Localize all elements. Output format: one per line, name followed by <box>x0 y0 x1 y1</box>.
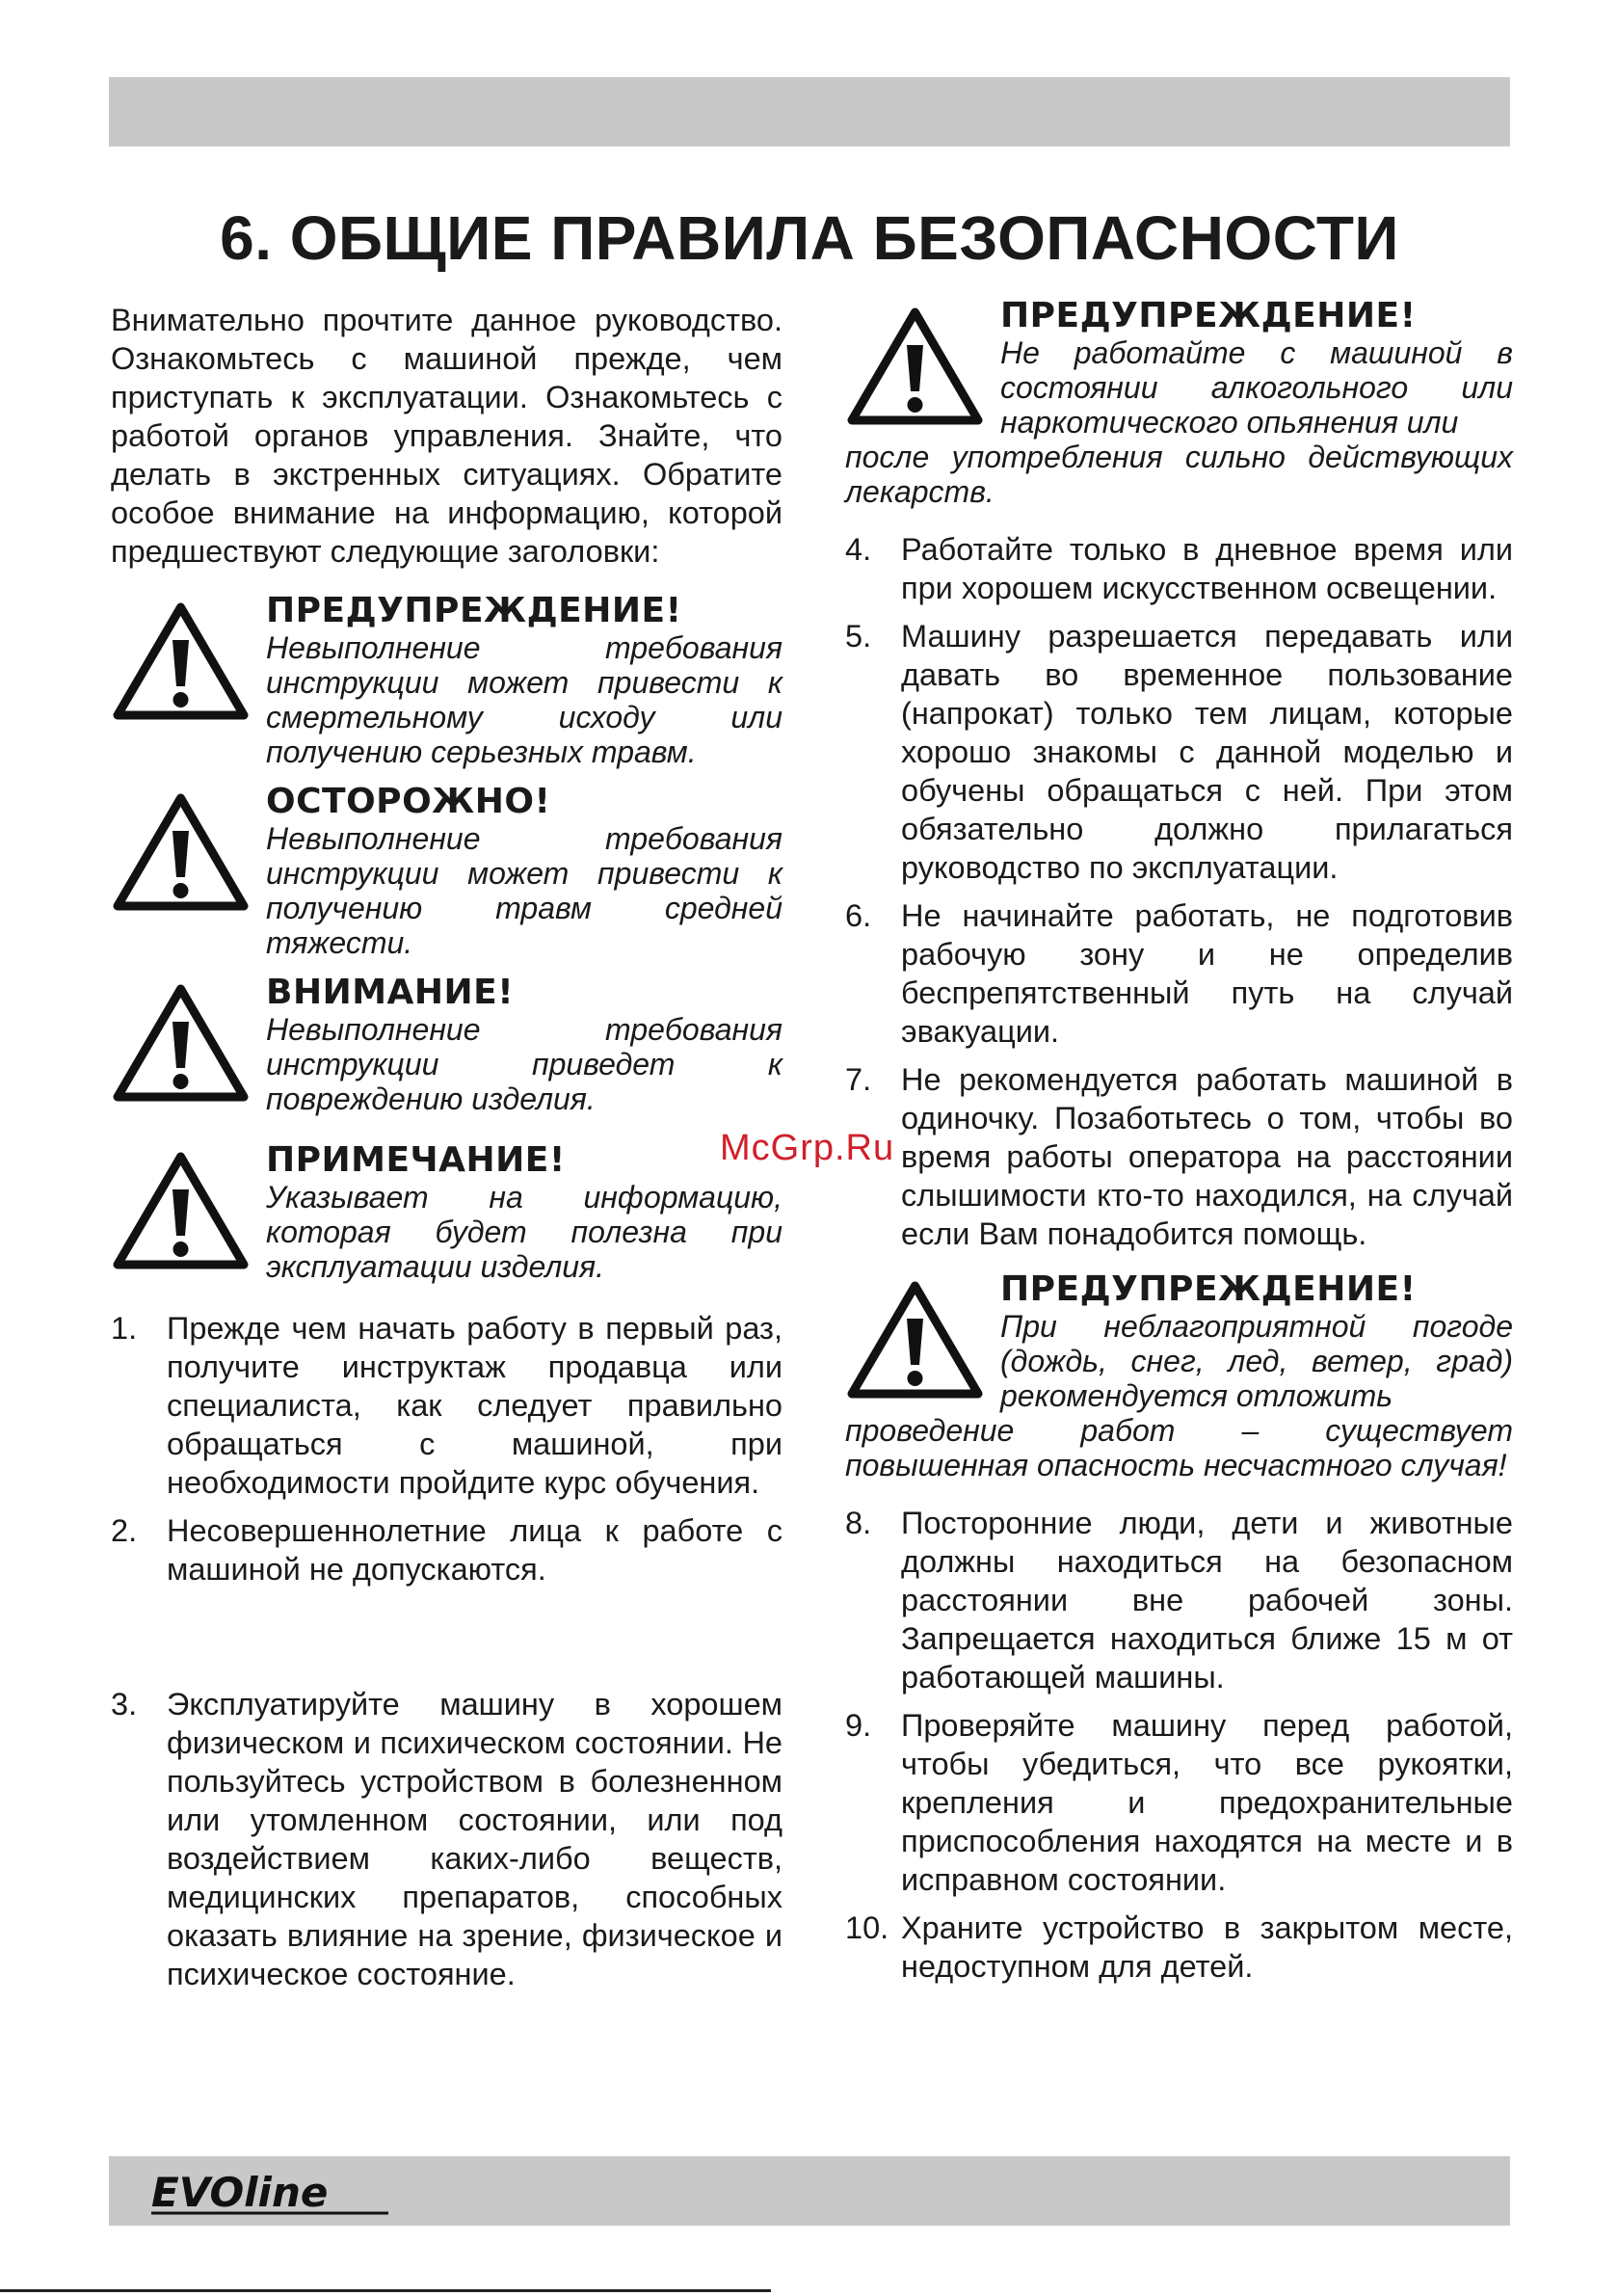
notice-caution <box>111 783 782 960</box>
notice-title: ПРЕДУПРЕЖДЕНИЕ! <box>266 591 682 630</box>
page-edge-line <box>0 2289 771 2292</box>
list-item <box>111 1511 782 1589</box>
list-item <box>845 1060 1513 1253</box>
item-number: 7. <box>845 1062 872 1097</box>
warning-triangle-icon <box>845 305 985 428</box>
warning-weather <box>845 1270 1513 1482</box>
item-text: Машину разрешается передавать или давать во временное пользование (напрокат) только тем лицам, которые хорошо знакомы с данной моделью и обучены обращаться с ней. При этом обязательно должно прилагаться руководство по эксплуатации. <box>901 619 1513 885</box>
notice-title: ОСТОРОЖНО! <box>266 782 551 821</box>
item-text: Несовершеннолетние лица к работе с машиной не допускаются. <box>167 1513 782 1587</box>
item-number: 5. <box>845 619 872 654</box>
footer-bar <box>109 2156 1510 2226</box>
item-text: Прежде чем начать работу в первый раз, получите инструктаж продавца или специалиста, как следует правильно обращаться с машиной, при необходимости пройдите курс обучения. <box>167 1311 782 1500</box>
header-bar <box>109 77 1510 147</box>
item-number: 3. <box>111 1687 138 1722</box>
item-text: Не начинайте работать, не подготовив рабочую зону и не определив беспрепятственный путь на случай эвакуации. <box>901 898 1513 1049</box>
notice-text: Невыполнение требования инструкции приведет к повреждению изделия. <box>266 1012 782 1116</box>
caution-triangle-icon <box>111 790 251 914</box>
brand-logo-text: EVOline <box>151 2169 329 2216</box>
list-item <box>845 1504 1513 1696</box>
left-column <box>111 301 782 2003</box>
item-number: 10. <box>845 1910 889 1945</box>
right-column <box>845 296 1513 1995</box>
list-item <box>845 617 1513 887</box>
list-item <box>845 1706 1513 1899</box>
item-number: 2. <box>111 1513 138 1548</box>
item-number: 8. <box>845 1506 872 1540</box>
note-triangle-icon <box>111 1149 251 1272</box>
warning-triangle-icon <box>111 600 251 723</box>
item-text: Не рекомендуется работать машиной в одиночку. Позаботьтесь о том, чтобы во время работы оператора на расстоянии слышимости кто-то находился, на случай если Вам понадобится помощь. <box>901 1062 1513 1251</box>
item-number: 9. <box>845 1708 872 1743</box>
item-number: 4. <box>845 532 872 567</box>
item-text: Храните устройство в закрытом месте, недоступном для детей. <box>901 1910 1513 1984</box>
warning-triangle-icon <box>845 1278 985 1402</box>
rules-list-right-b <box>845 1504 1513 1986</box>
notice-text-continued: после употребления сильно действующих лекарств. <box>845 440 1513 509</box>
rules-list-right-a <box>845 530 1513 1253</box>
notice-text: Указывает на информацию, которая будет полезна при эксплуатации изделия. <box>266 1180 782 1284</box>
list-item <box>845 530 1513 607</box>
list-item <box>111 1685 782 1993</box>
item-text: Работайте только в дневное время или при хорошем искусственном освещении. <box>901 532 1513 605</box>
notice-text: При неблагоприятной погоде (дождь, снег, лед, ветер, град) рекомендуется отложить <box>1000 1309 1513 1413</box>
list-item <box>845 896 1513 1051</box>
item-number: 1. <box>111 1311 138 1346</box>
notice-text-continued: проведение работ – существует повышенная опасность несчастного случая! <box>845 1413 1513 1482</box>
warning-alcohol <box>845 297 1513 509</box>
watermark: McGrp.Ru <box>720 1128 895 1168</box>
notice-title: ПРЕДУПРЕЖДЕНИЕ! <box>1000 296 1417 335</box>
intro-paragraph: Внимательно прочтите данное руководство. Ознакомьтесь с машиной прежде, чем приступать к эксплуатации. Ознакомьтесь с работой органов управления. Знайте, что делать в экстренных ситуациях. Обратите особое внимание на информацию, которой предшествуют следующие заголовки: <box>111 303 782 569</box>
notice-note <box>111 1141 782 1295</box>
list-item <box>845 1909 1513 1986</box>
page-title: 6. ОБЩИЕ ПРАВИЛА БЕЗОПАСНОСТИ <box>220 203 1399 273</box>
item-number: 6. <box>845 898 872 933</box>
notice-title: ПРЕДУПРЕЖДЕНИЕ! <box>1000 1269 1417 1309</box>
notice-attention <box>111 974 782 1128</box>
attention-triangle-icon <box>111 981 251 1105</box>
notice-title: ВНИМАНИЕ! <box>266 973 515 1012</box>
item-text: Проверяйте машину перед работой, чтобы убедиться, что все рукоятки, крепления и предохранительные приспособления находятся на месте и в исправном состоянии. <box>901 1708 1513 1897</box>
rules-list-left <box>111 1309 782 1993</box>
notice-warning <box>111 592 782 769</box>
notice-title: ПРИМЕЧАНИЕ! <box>266 1140 566 1180</box>
brand-logo <box>147 2168 398 2218</box>
list-item <box>111 1309 782 1502</box>
notice-text: Невыполнение требования инструкции может привести к смертельному исходу или получению серьезных травм. <box>266 630 782 769</box>
item-text: Эксплуатируйте машину в хорошем физическом и психическом состоянии. Не пользуйтесь устройством в болезненном или утомленном состоянии, или под воздействием каких-либо веществ, медицинских препаратов, способных оказать влияние на зрение, физическое и психическое состояние. <box>167 1687 782 1991</box>
notice-text: Не работайте с машиной в состоянии алкогольного или наркотического опьянения или <box>1000 335 1513 440</box>
item-text: Посторонние люди, дети и животные должны находиться на безопасном расстоянии вне рабочей зоны. Запрещается находиться ближе 15 м от работающей машины. <box>901 1506 1513 1695</box>
notice-text: Невыполнение требования инструкции может привести к получению травм средней тяжести. <box>266 821 782 960</box>
